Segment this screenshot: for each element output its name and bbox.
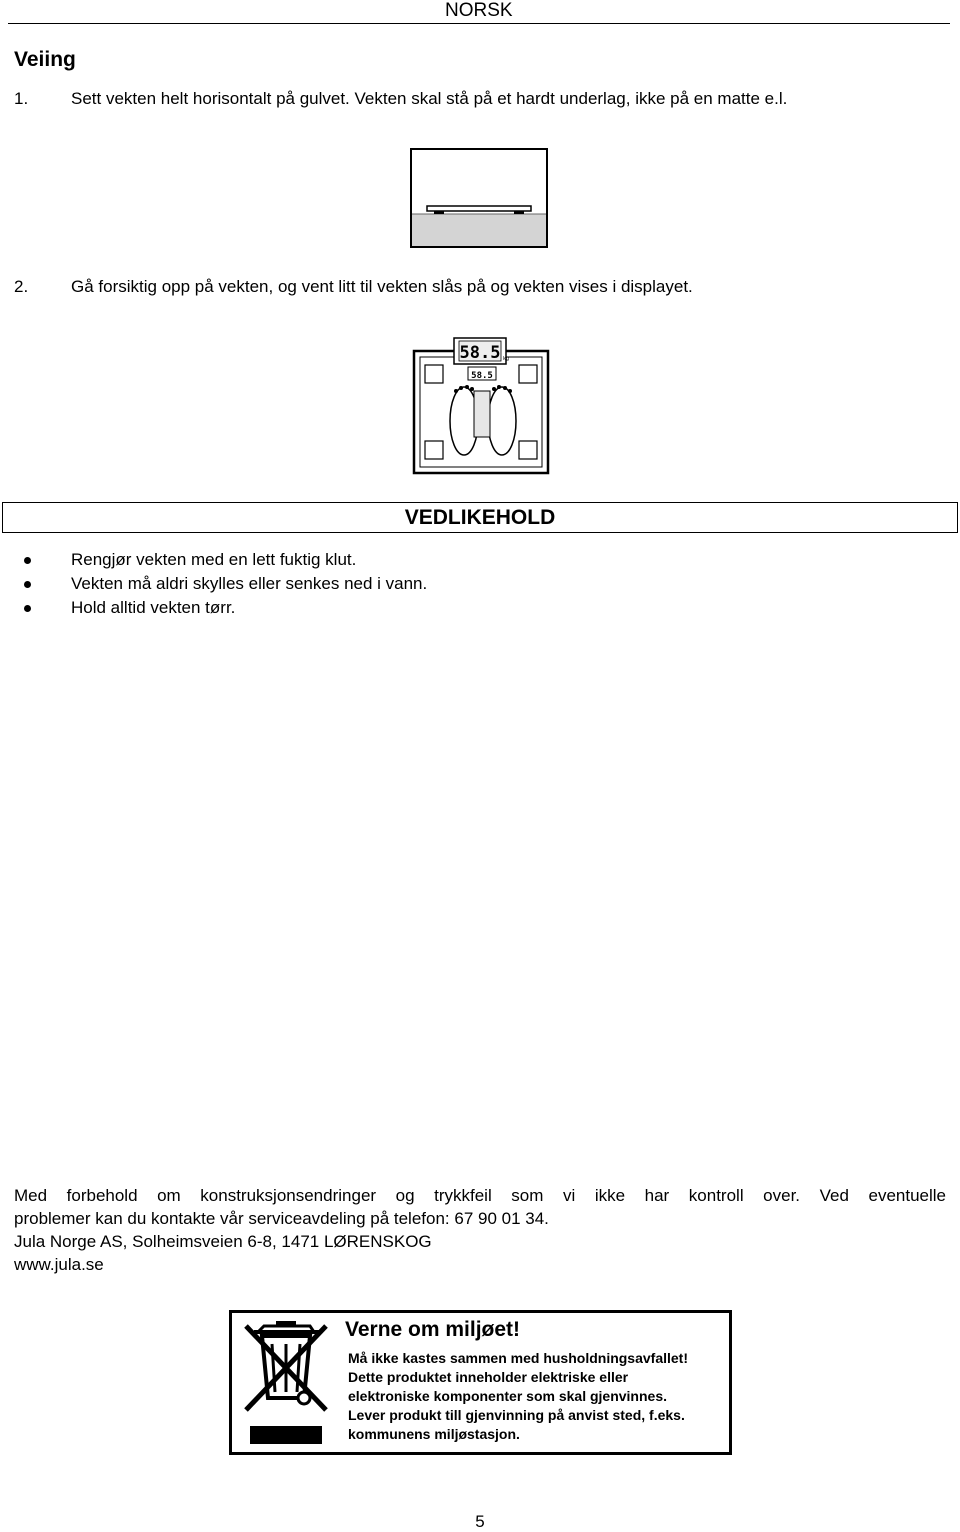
company-website: www.jula.se [14, 1255, 104, 1274]
bullet-icon [24, 581, 31, 588]
maintenance-list [14, 548, 427, 620]
header-language: NORSK [445, 0, 513, 21]
environment-notice-line: elektroniske komponenter som skal gjenvinnes. [348, 1388, 667, 1404]
environment-notice-line: kommunens miljøstasjon. [348, 1426, 520, 1442]
display-unit: kg [503, 356, 510, 362]
header-divider [8, 23, 950, 24]
step-number: 2. [14, 277, 29, 296]
list-item-text: Rengjør vekten med en lett fuktig klut. [71, 550, 357, 569]
list-item-text: Vekten må aldri skylles eller senkes ned i vann. [71, 574, 428, 593]
step-text: Sett vekten helt horisontalt på gulvet. Vekten skal stå på et hardt underlag, ikke på en matte e.l. [71, 89, 788, 108]
environment-notice-title: Verne om miljøet! [345, 1318, 521, 1341]
scale-with-feet-illustration [412, 337, 550, 475]
step-1 [14, 89, 787, 109]
scale-on-floor-illustration [410, 148, 548, 248]
bullet-icon [24, 605, 31, 612]
step-2 [14, 277, 693, 297]
list-item [14, 572, 427, 596]
display-main-reading: 58.5 [459, 343, 501, 363]
display-small-reading: 58.5 [471, 371, 493, 381]
bullet-icon [24, 557, 31, 564]
section-title-maintenance: VEDLIKEHOLD [404, 506, 556, 529]
list-item [14, 596, 427, 620]
step-number: 1. [14, 89, 29, 108]
list-item [14, 548, 427, 572]
step-text: Gå forsiktig opp på vekten, og vent litt til vekten slås på og vekten vises i displayet. [71, 277, 693, 296]
list-item-text: Hold alltid vekten tørr. [71, 598, 236, 617]
disclaimer-line-1: Med forbehold om konstruksjonsendringer og trykkfeil som vi ikke har kontroll over. Ved eventuelle [14, 1186, 946, 1205]
environment-notice-line: Lever produkt till gjenvinning på anvist sted, f.eks. [348, 1407, 685, 1423]
crossed-out-wheelie-bin-icon [236, 1318, 336, 1446]
page-number: 5 [475, 1512, 485, 1531]
section-title-weighing: Veiing [14, 48, 76, 71]
environment-notice-line: Dette produktet inneholder elektriske eller [348, 1369, 629, 1385]
company-address: Jula Norge AS, Solheimsveien 6-8, 1471 LØRENSKOG [14, 1232, 432, 1251]
disclaimer-line-2: problemer kan du kontakte vår serviceavdeling på telefon: 67 90 01 34. [14, 1209, 549, 1228]
environment-notice-line: Må ikke kastes sammen med husholdningsavfallet! [348, 1350, 689, 1366]
